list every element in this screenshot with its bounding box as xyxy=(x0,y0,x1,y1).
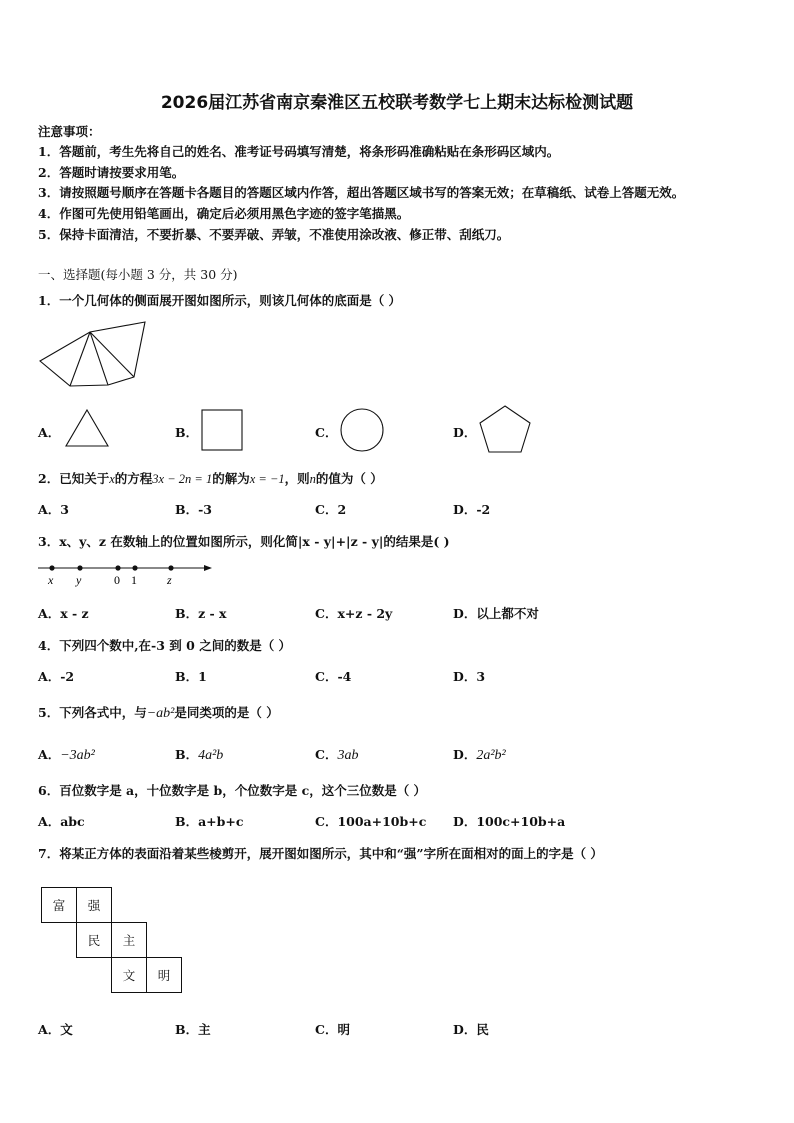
q5-option-b xyxy=(175,745,223,764)
q4-option-d: D．3 xyxy=(453,669,486,684)
q5-option-d xyxy=(453,745,506,764)
q2-solution: x = −1 xyxy=(249,472,285,486)
net-cell-qiang: 强 xyxy=(76,887,112,923)
point-z xyxy=(168,565,173,570)
q2-text: 的方程 xyxy=(114,471,153,486)
q1-option-b-label: B． xyxy=(175,425,199,440)
q6-option-d: D．100c+10b+a xyxy=(453,814,566,829)
notice-item: 5．保持卡面清洁，不要折暴、不要弄破、弄皱，不准使用涂改液、修正带、刮纸刀。 xyxy=(38,227,510,242)
question-4-stem: 4．下列四个数中,在-3 到 0 之间的数是（ ） xyxy=(38,638,292,653)
q5-option-b-expr: 4a²b xyxy=(198,748,224,763)
circle-shape xyxy=(339,407,385,453)
net-cell-zhu: 主 xyxy=(111,922,147,958)
q5-option-c-label: C． xyxy=(315,747,338,762)
axis-label-one: 1 xyxy=(131,573,137,587)
net-cell-ming: 明 xyxy=(146,957,182,993)
number-line xyxy=(38,560,214,588)
q5-option-a xyxy=(38,745,95,764)
q2-option-c: C．2 xyxy=(315,502,347,517)
q2-var-n: n xyxy=(309,472,316,486)
q3-option-c: C．x+z - 2y xyxy=(315,606,393,621)
point-y xyxy=(77,565,82,570)
point-one xyxy=(132,565,137,570)
page-title: 2026届江苏省南京秦淮区五校联考数学七上期末达标检测试题 xyxy=(160,93,634,113)
point-x xyxy=(49,565,54,570)
q5-option-c xyxy=(315,745,358,764)
q7-option-b: B．主 xyxy=(175,1022,211,1037)
axis-label-y: y xyxy=(76,573,82,587)
q2-text: 的值为（ ） xyxy=(315,471,383,486)
q2-option-b: B．-3 xyxy=(175,502,212,517)
pentagon-shape xyxy=(478,404,532,454)
notice-heading: 注意事项： xyxy=(38,124,101,139)
q4-option-b: B．1 xyxy=(175,669,207,684)
q4-option-c: C．-4 xyxy=(315,669,352,684)
q2-option-d: D．-2 xyxy=(453,502,491,517)
question-3-stem: 3．x、y、z 在数轴上的位置如图所示，则化简|x - y|+|z - y|的结果是( ) xyxy=(38,534,450,549)
notice-item: 1．答题前，考生先将自己的姓名、准考证号码填写清楚，将条形码准确粘贴在条形码区域内。 xyxy=(38,144,560,159)
q7-option-d: D．民 xyxy=(453,1022,489,1037)
axis-label-x: x xyxy=(48,573,54,587)
q1-option-c-label: C． xyxy=(315,425,338,440)
notice-item: 2．答题时请按要求用笔。 xyxy=(38,165,185,180)
question-5-stem xyxy=(38,703,279,722)
lateral-unfolding-figure xyxy=(38,318,150,390)
section-heading: 一、选择题(每小题 3 分，共 30 分) xyxy=(38,267,238,282)
q2-text: 2．已知关于 xyxy=(38,471,110,486)
triangle-shape xyxy=(64,408,110,448)
notice-item: 3．请按照题号顺序在答题卡各题目的答题区域内作答，超出答题区域书写的答案无效；在草稿纸、试卷上答题无效。 xyxy=(38,185,685,200)
axis-label-z: z xyxy=(167,573,172,587)
q4-option-a: A．-2 xyxy=(38,669,75,684)
q2-option-a: A．3 xyxy=(38,502,69,517)
q6-option-c: C．100a+10b+c xyxy=(315,814,427,829)
q5-option-a-expr: −3ab² xyxy=(60,748,95,763)
q7-option-a: A．文 xyxy=(38,1022,73,1037)
question-7-stem: 7．将某正方体的表面沿着某些棱剪开，展开图如图所示，其中和“强”字所在面相对的面上的字是（ ） xyxy=(38,846,603,861)
square-shape xyxy=(201,409,243,451)
axis-label-zero: 0 xyxy=(114,573,120,587)
q2-var-x: x xyxy=(109,472,115,486)
q3-option-a: A．x - z xyxy=(38,606,89,621)
q7-option-c: C．明 xyxy=(315,1022,350,1037)
q5-option-d-expr: 2a²b² xyxy=(476,748,506,763)
q5-text: 是同类项的是（ ） xyxy=(174,705,279,720)
q5-option-d-label: D． xyxy=(453,747,477,762)
question-6-stem: 6．百位数字是 a，十位数字是 b，个位数字是 c，这个三位数是（ ） xyxy=(38,783,427,798)
q2-equation: 3x − 2n = 1 xyxy=(152,472,213,486)
q5-expression: −ab² xyxy=(146,706,175,721)
q2-text: 的解为 xyxy=(212,471,250,486)
net-cell-min: 民 xyxy=(76,922,112,958)
net-cell-wen: 文 xyxy=(111,957,147,993)
net-cell-fu: 富 xyxy=(41,887,77,923)
question-2-stem xyxy=(38,469,383,487)
q6-option-b: B．a+b+c xyxy=(175,814,244,829)
q5-option-b-label: B． xyxy=(175,747,199,762)
q1-option-a-label: A． xyxy=(38,425,61,440)
q1-option-d-label: D． xyxy=(453,425,477,440)
q5-text: 5．下列各式中，与 xyxy=(38,705,147,720)
point-zero xyxy=(115,565,120,570)
q3-option-b: B．z - x xyxy=(175,606,227,621)
q3-option-d: D．以上都不对 xyxy=(453,606,539,621)
cube-net xyxy=(41,887,185,991)
q5-option-a-label: A． xyxy=(38,747,61,762)
q2-text: ，则 xyxy=(284,471,310,486)
notice-item: 4．作图可先使用铅笔画出，确定后必须用黑色字迹的签字笔描黑。 xyxy=(38,206,410,221)
q5-option-c-expr: 3ab xyxy=(337,748,359,763)
q6-option-a: A．abc xyxy=(38,814,85,829)
question-1-stem: 1．一个几何体的侧面展开图如图所示，则该几何体的底面是（ ） xyxy=(38,293,402,308)
